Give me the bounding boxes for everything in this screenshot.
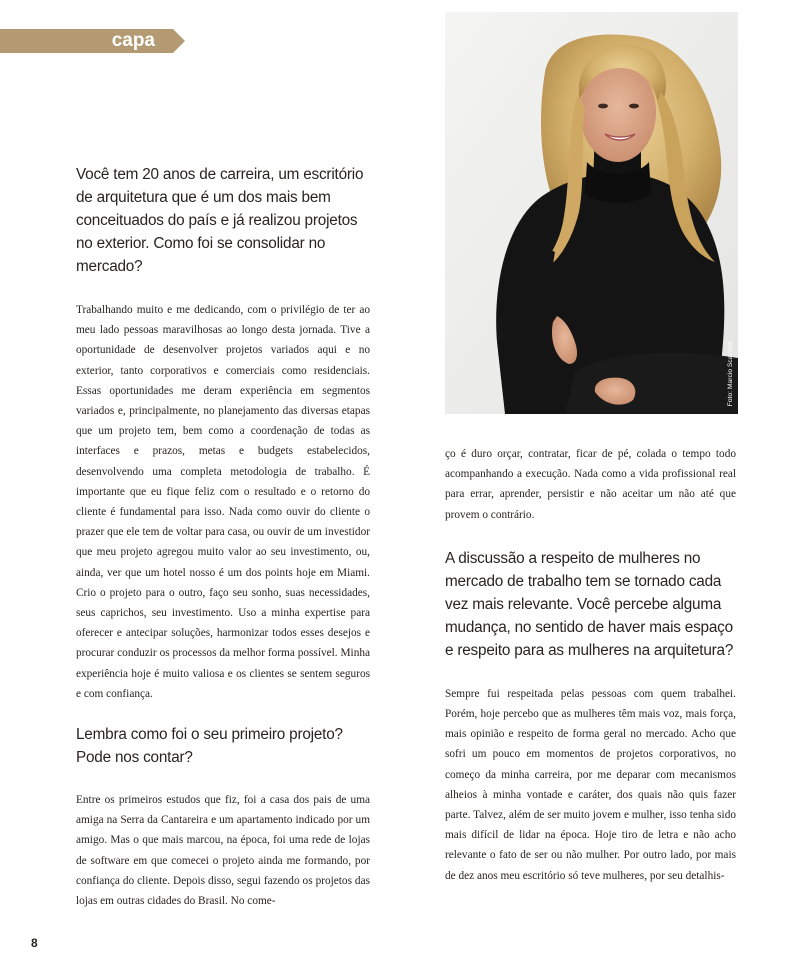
photo-credit: Foto: Marcio Scavone — [727, 340, 734, 406]
section-tab-shape — [0, 29, 185, 53]
portrait-photo — [445, 12, 738, 414]
section-tab — [0, 29, 185, 53]
answer-women-architecture: Sempre fui respeitada pelas pessoas com quem trabalhei. Porém, hoje percebo que as mulheres têm mais voz, mais força, mais opinião e respeito de forma geral no mercado. Acho que sofri um pouco em momentos de projetos corporativos, no começo da minha carreira, por me deparar com mecanismos alheios à minha vontade e caráter, dos quais não quis fazer parte. Talvez, além de ser muito jovem e mulher, isso tenha sido mais difícil de lidar na época. Hoje tiro de letra e não acho relevante o fato de ser ou não mulher. Por outro lado, por mais de dez anos meu escritório só teve mulheres, por seu detalhis- — [445, 687, 736, 882]
answer-first-project: Entre os primeiros estudos que fiz, foi a casa dos pais de uma amiga na Serra da Cantareira e um apartamento indicado por um amigo. Mas o que mais marcou, na época, foi uma rede de lojas de software em que comecei o projeto ainda me formando, por confiança do cliente. Depois disso, segui fazendo os projetos das lojas em outras cidades do Brasil. No come- — [76, 794, 370, 908]
question-first-project: Lembra como foi o seu primeiro projeto? Pode nos contar? — [76, 726, 343, 767]
question-women-architecture: A discussão a respeito de mulheres no mercado de trabalho tem se tornado cada vez mais relevante. Você percebe alguma mudança, no sentido de haver mais espaço e respeito para as mulheres na arquitetura? — [445, 549, 734, 659]
right-column — [445, 444, 736, 886]
portrait-illustration — [445, 12, 738, 414]
answer-career: Trabalhando muito e me dedicando, com o privilégio de ter ao meu lado pessoas maravilhosas ao longo desta jornada. Tive a oportunidade de desenvolver projetos variados aqui e no exterior, tanto corporativos e comerciais como residenciais. Essas oportunidades me deram experiência em segmentos variados e, principalmente, no planejamento das diversas etapas que um projeto tem, bem como a coordenação de todas as interfaces e prazos, metas e budgets estabelecidos, desenvolvendo uma completa metodologia de trabalho. É importante que eu fique feliz com o resultado e o retorno do cliente é fundamental para isso. Nada como ouvir do cliente o prazer que ele tem de voltar para casa, ou ouvir de um investidor que meu projeto agregou muito valor ao seu investimento, ou, ainda, ver que um hotel nosso é um dos points hoje em Miami. Crio o projeto para o outro, faço seu sonho, suas necessidades, seus caprichos, seu investimento. Uso a minha expertise para oferecer e antecipar soluções, harmonizar todos esses desejos e procurar conduzir os processos da melhor forma possível. Minha experiência hoje é muito valiosa e os clientes se sentem seguros e com confiança. — [76, 304, 370, 700]
page-number: 8 — [31, 936, 38, 950]
question-career: Você tem 20 anos de carreira, um escritório de arquitetura que é um dos mais bem conceituados do país e já realizou projetos no exterior. Como foi se consolidar no mercado? — [76, 166, 364, 275]
section-label: capa — [111, 30, 155, 51]
left-column — [76, 163, 370, 911]
answer-first-project-continued: ço é duro orçar, contratar, ficar de pé, colada o tempo todo acompanhando a execução. Nada como a vida profissional real para errar, aprender, persistir e não aceitar um não até que provem o contrário. — [445, 448, 736, 521]
